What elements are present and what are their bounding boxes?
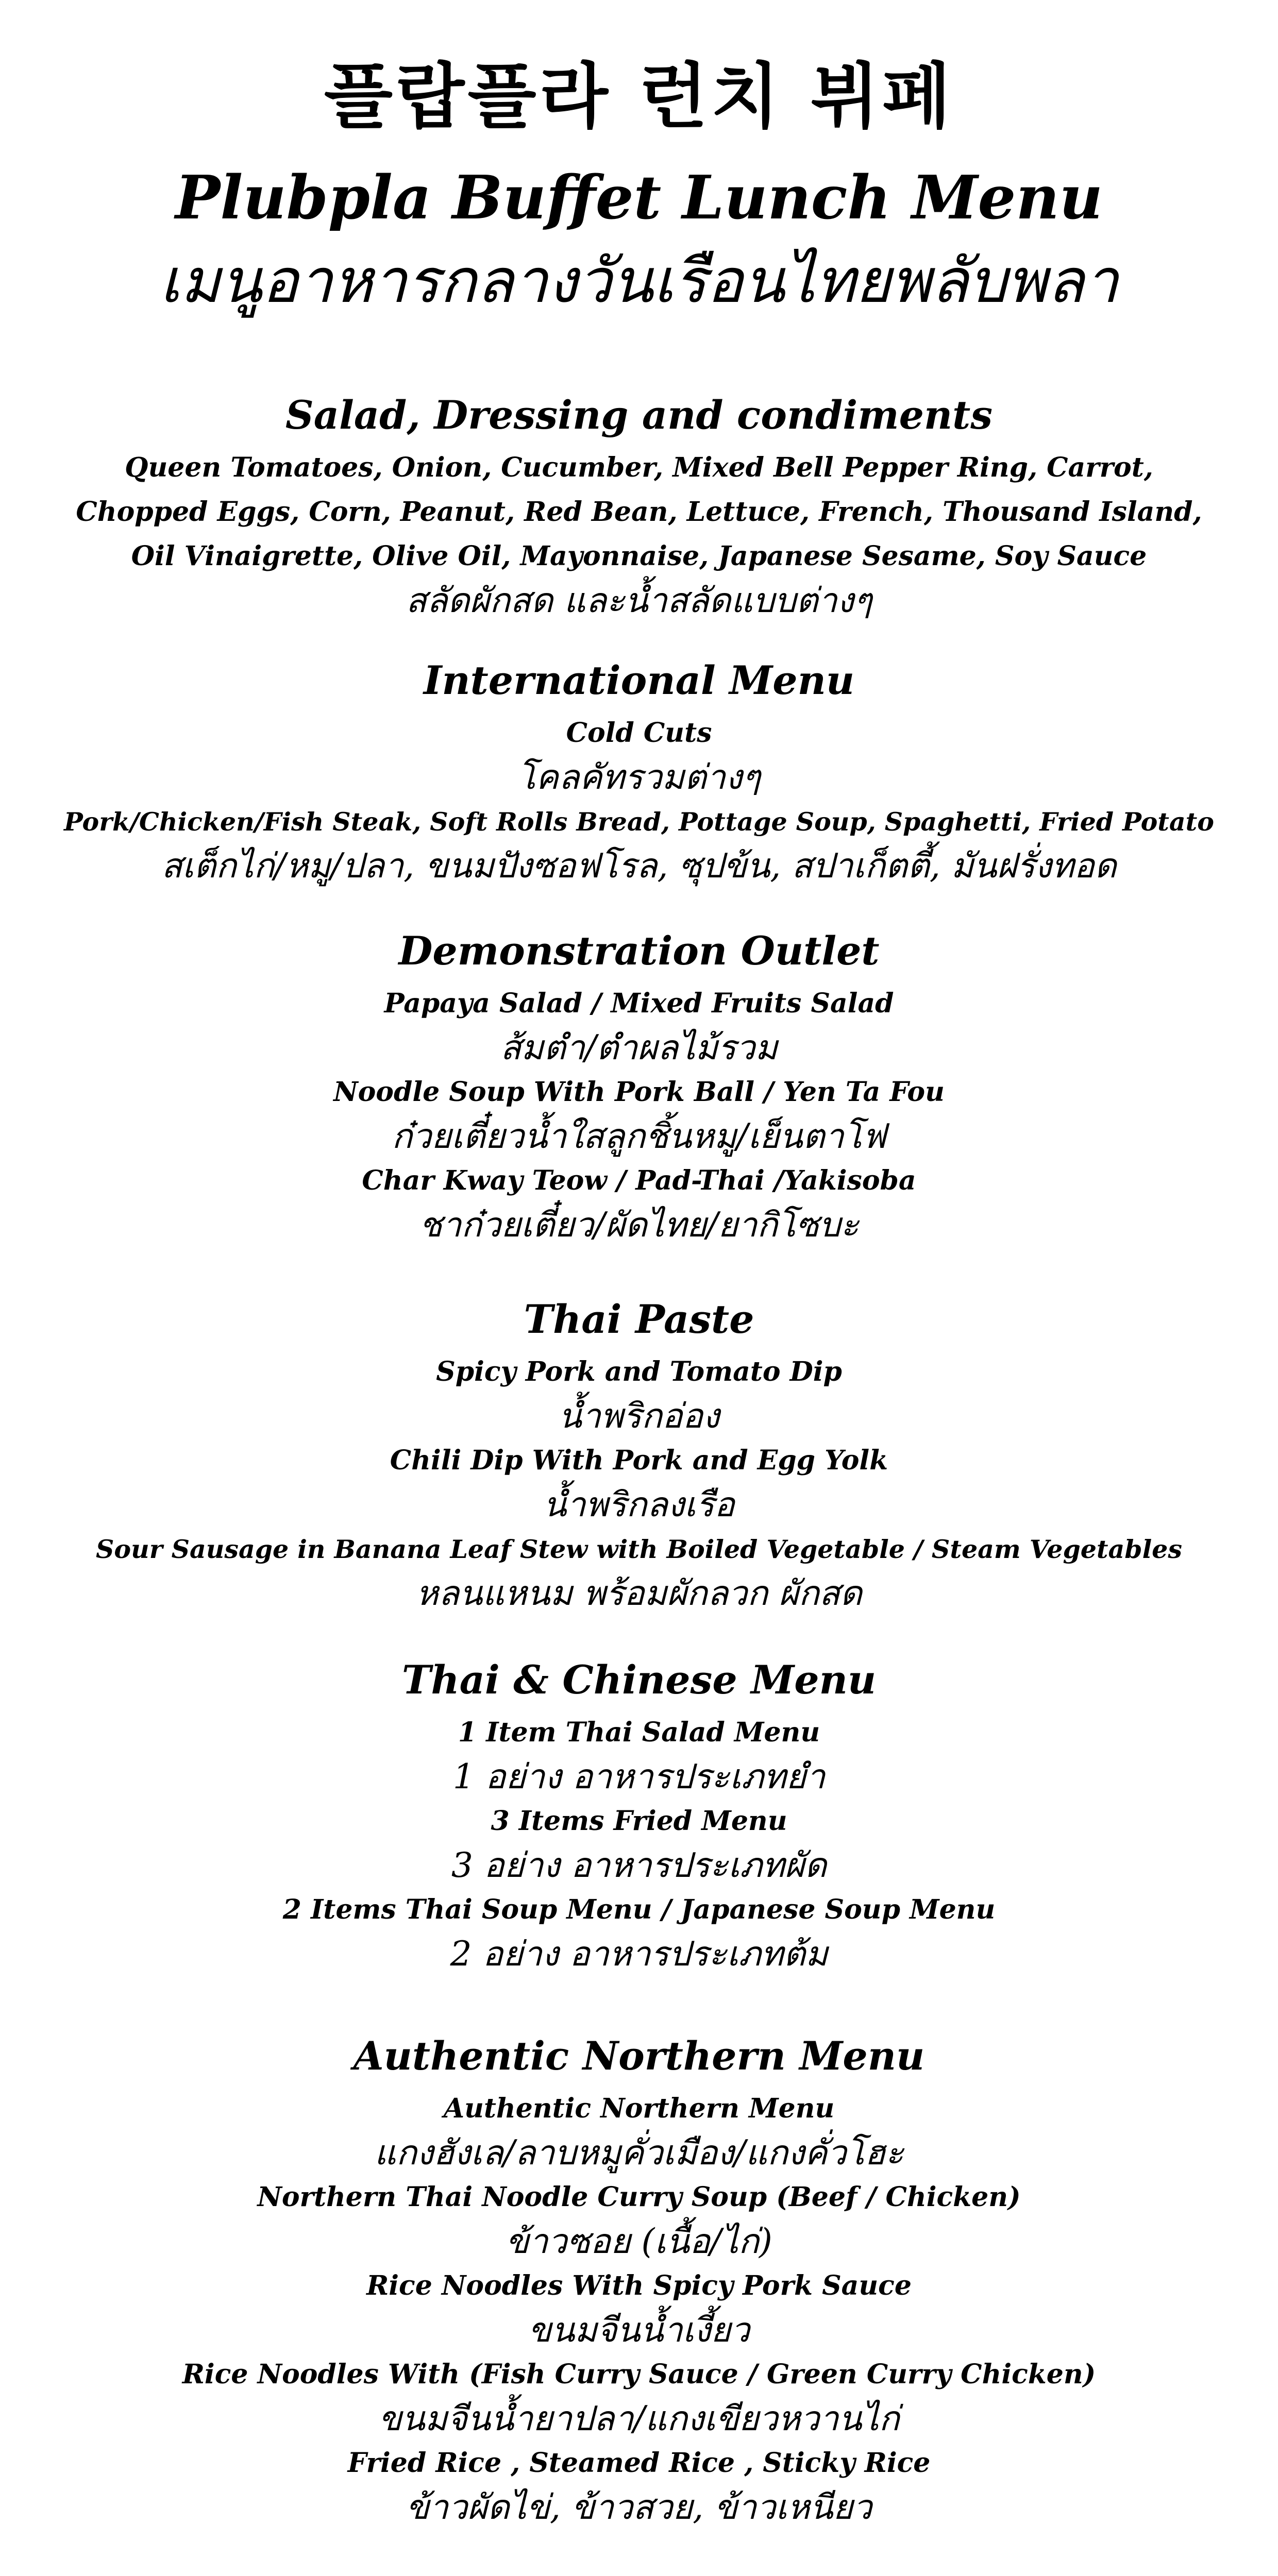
menu-line: 3 Items Fried Menu	[491, 1805, 787, 1837]
menu-line-thai: น้ำพริกอ่อง	[558, 1396, 720, 1436]
english-title: Plubpla Buffet Lunch Menu	[175, 163, 1103, 233]
menu-line: Authentic Northern Menu	[443, 2093, 835, 2125]
menu-line-thai: ข้าวผัดไข่, ข้าวสวย, ข้าวเหนียว	[406, 2487, 872, 2528]
menu-line: Spicy Pork and Tomato Dip	[436, 1356, 842, 1388]
section-international	[41, 657, 1237, 888]
menu-line: Papaya Salad / Mixed Fruits Salad	[384, 988, 894, 1020]
section-title: Thai & Chinese Menu	[401, 1657, 877, 1703]
section-salad	[41, 392, 1237, 623]
menu-line-thai: 3 อย่าง อาหารประเภทผัด	[451, 1845, 827, 1886]
thai-title: เมนูอาหารกลางวันเรือนไทยพลับพลา	[159, 245, 1119, 316]
menu-line-thai: ข้าวซอย (เนื้อ/ไก่)	[506, 2222, 772, 2262]
section-northern	[41, 2032, 1237, 2530]
section-title: Authentic Northern Menu	[353, 2033, 925, 2079]
korean-title: 플랍플라 런치 뷔페	[324, 55, 954, 138]
menu-line: Rice Noodles With (Fish Curry Sauce / Green Curry Chicken)	[182, 2359, 1096, 2391]
section-title: Demonstration Outlet	[398, 928, 880, 974]
menu-line-thai: ชาก๋วยเตี๋ยว/ผัดไทย/ยากิโซบะ	[419, 1205, 859, 1245]
section-thai-paste	[41, 1296, 1237, 1616]
menu-line-thai: น้ำพริกลงเรือ	[543, 1485, 735, 1525]
section-title: International Menu	[423, 657, 855, 703]
menu-line: Oil Vinaigrette, Olive Oil, Mayonnaise, Japanese Sesame, Soy Sauce	[131, 540, 1147, 572]
menu-line-thai: 1 อย่าง อาหารประเภทยำ	[452, 1757, 826, 1797]
menu-line: Char Kway Teow / Pad-Thai /Yakisoba	[362, 1165, 916, 1197]
section-thai-chinese	[41, 1656, 1237, 1976]
menu-line: 1 Item Thai Salad Menu	[458, 1717, 820, 1749]
menu-line: Sour Sausage in Banana Leaf Stew with Boiled Vegetable / Steam Vegetables	[96, 1534, 1182, 1565]
menu-line: Fried Rice , Steamed Rice , Sticky Rice	[347, 2447, 931, 2479]
menu-line-thai: สเต็กไก่/หมู/ปลา, ขนมปังซอฟโรล, ซุปข้น, สปาเก็ตตี้, มันฝรั่งทอด	[161, 846, 1117, 886]
menu-line: Pork/Chicken/Fish Steak, Soft Rolls Bread, Pottage Soup, Spaghetti, Fried Potato	[64, 807, 1214, 837]
menu-line-thai: ส้มตำ/ตำผลไม้รวม	[500, 1028, 778, 1068]
menu-line-thai: โคลคัทรวมต่างๆ	[517, 757, 761, 798]
menu-line: Noodle Soup With Pork Ball / Yen Ta Fou	[333, 1076, 945, 1108]
menu-line-thai: ขนมจีนน้ำเงี้ยว	[528, 2310, 750, 2350]
menu-line-thai: หลนแหนม พร้อมผักลวก ผักสด	[416, 1573, 862, 1614]
menu-line-thai: ขนมจีนน้ำยาปลา/แกงเขียวหวานไก่	[378, 2399, 900, 2439]
menu-line-thai: สลัดผักสด และน้ำสลัดแบบต่างๆ	[406, 581, 872, 621]
menu-line-thai: 2 อย่าง อาหารประเภทต้ม	[450, 1934, 828, 1974]
menu-line: Northern Thai Noodle Curry Soup (Beef / Chicken)	[257, 2181, 1021, 2213]
section-title: Thai Paste	[524, 1296, 754, 1342]
menu-line: Chopped Eggs, Corn, Peanut, Red Bean, Lettuce, French, Thousand Island,	[76, 496, 1202, 528]
menu-line-thai: แกงฮังเล/ลาบหมูคั่วเมือง/แกงคั่วโฮะ	[374, 2133, 904, 2173]
menu-line: 2 Items Thai Soup Menu / Japanese Soup Menu	[282, 1894, 996, 1926]
menu-line-thai: ก๋วยเตี๋ยวน้ำใสลูกชิ้นหมู/เย็นตาโฟ	[392, 1116, 886, 1157]
section-demonstration	[41, 927, 1237, 1247]
section-title: Salad, Dressing and condiments	[285, 392, 993, 438]
menu-line: Chili Dip With Pork and Egg Yolk	[390, 1445, 888, 1477]
menu-line: Queen Tomatoes, Onion, Cucumber, Mixed Bell Pepper Ring, Carrot,	[125, 452, 1153, 484]
menu-line: Cold Cuts	[566, 717, 712, 749]
menu-line: Rice Noodles With Spicy Pork Sauce	[366, 2270, 912, 2302]
